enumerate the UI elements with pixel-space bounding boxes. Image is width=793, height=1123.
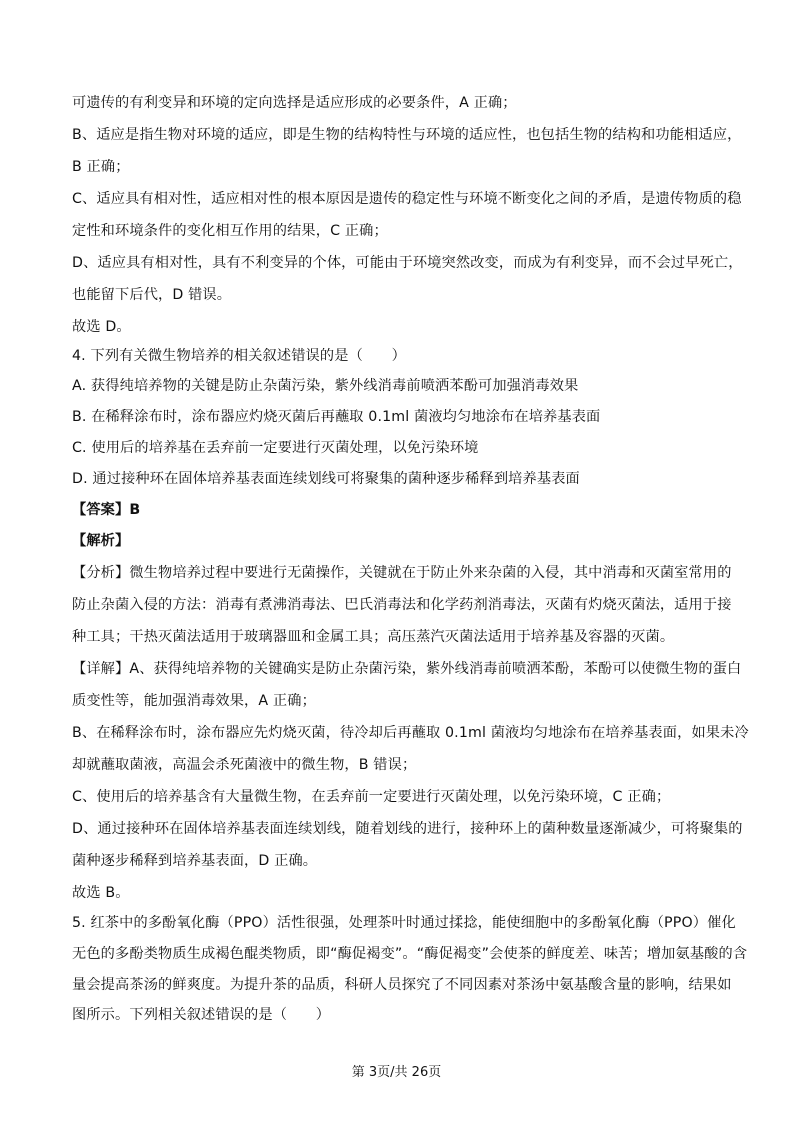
- text-line: 防止杂菌入侵的方法：消毒有煮沸消毒法、巴氏消毒法和化学药剂消毒法，灭菌有灼烧灭菌法，适用于接: [72, 597, 732, 613]
- text-line: 故选 D。: [72, 319, 131, 335]
- text-line: B、在稀释涂布时，涂布器应先灼烧灭菌，待冷却后再蘸取 0.1ml 菌液均匀地涂布在培养基表面，如果未冷: [72, 725, 749, 741]
- text-line: 菌种逐步稀释到培养基表面，D 正确。: [72, 853, 318, 869]
- text-line: 却就蘸取菌液，高温会杀死菌液中的微生物，B 错误；: [72, 757, 417, 773]
- text-line: 定性和环境条件的变化相互作用的结果，C 正确；: [72, 223, 388, 239]
- answer-label: 【答案】B: [72, 502, 141, 518]
- text-line: 种工具；干热灭菌法适用于玻璃器皿和金属工具；高压蒸汽灭菌法适用于培养基及容器的灭菌。: [72, 629, 675, 645]
- text-line: 【分析】微生物培养过程中要进行无菌操作，关键就在于防止外来杂菌的入侵，其中消毒和灭菌室常用的: [72, 565, 732, 581]
- text-line: D、适应具有相对性，具有不利变异的个体，可能由于环境突然改变，而成为有利变异，而不会过早死亡，: [72, 255, 743, 271]
- text-line: C、适应具有相对性，适应相对性的根本原因是遗传的稳定性与环境不断变化之间的矛盾，是遗传物质的稳: [72, 191, 742, 207]
- text-line: 无色的多酚类物质生成褐色醌类物质，即“酶促褐变”。“酶促褐变”会使茶的鲜度差、味苦；增加氨基酸的含: [72, 946, 748, 962]
- text-line: B 正确；: [72, 159, 130, 175]
- text-line: C、使用后的培养基含有大量微生物，在丢弃前一定要进行灭菌处理，以免污染环境，C 正确；: [72, 789, 671, 805]
- text-line: 故选 B。: [72, 885, 130, 901]
- question-4-stem: 4. 下列有关微生物培养的相关叙述错误的是（ ）: [72, 348, 406, 364]
- text-line: 【详解】A、获得纯培养物的关键确实是防止杂菌污染，紫外线消毒前喷洒苯酚，苯酚可以使微生物的蛋白: [72, 661, 742, 677]
- text-line: 质变性等，能加强消毒效果，A 正确；: [72, 693, 316, 709]
- question-4-option-b: B. 在稀释涂布时，涂布器应灼烧灭菌后再蘸取 0.1ml 菌液均匀地涂布在培养基表面: [72, 409, 601, 425]
- analysis-label: 【解析】: [72, 533, 130, 549]
- text-line: D、通过接种环在固体培养基表面连续划线，随着划线的进行，接种环上的菌种数量逐渐减少，可将聚集的: [72, 821, 743, 837]
- question-4-option-d: D. 通过接种环在固体培养基表面连续划线可将聚集的菌种逐步稀释到培养基表面: [72, 471, 580, 487]
- text-line: 可遗传的有利变异和环境的定向选择是适应形成的必要条件，A 正确；: [72, 95, 517, 111]
- text-line: 图所示。下列相关叙述错误的是（ ）: [72, 1007, 331, 1023]
- page-number-footer: 第 3页/共 26页: [351, 1065, 442, 1080]
- text-line: 也能留下后代，D 错误。: [72, 287, 232, 303]
- text-line: 量会提高茶汤的鲜爽度。为提升茶的品质，科研人员探究了不同因素对茶汤中氨基酸含量的影响，结果如: [72, 977, 732, 993]
- question-4-option-c: C. 使用后的培养基在丢弃前一定要进行灭菌处理，以免污染环境: [72, 440, 479, 456]
- question-4-option-a: A. 获得纯培养物的关键是防止杂菌污染，紫外线消毒前喷洒苯酚可加强消毒效果: [72, 378, 579, 394]
- question-5-stem: 5. 红茶中的多酚氧化酶（PPO）活性很强，处理茶叶时通过揉捻，能使细胞中的多酚氧化酶（PPO）催化: [72, 915, 736, 931]
- text-line: B、适应是指生物对环境的适应，即是生物的结构特性与环境的适应性，也包括生物的结构和功能相适应，: [72, 127, 742, 143]
